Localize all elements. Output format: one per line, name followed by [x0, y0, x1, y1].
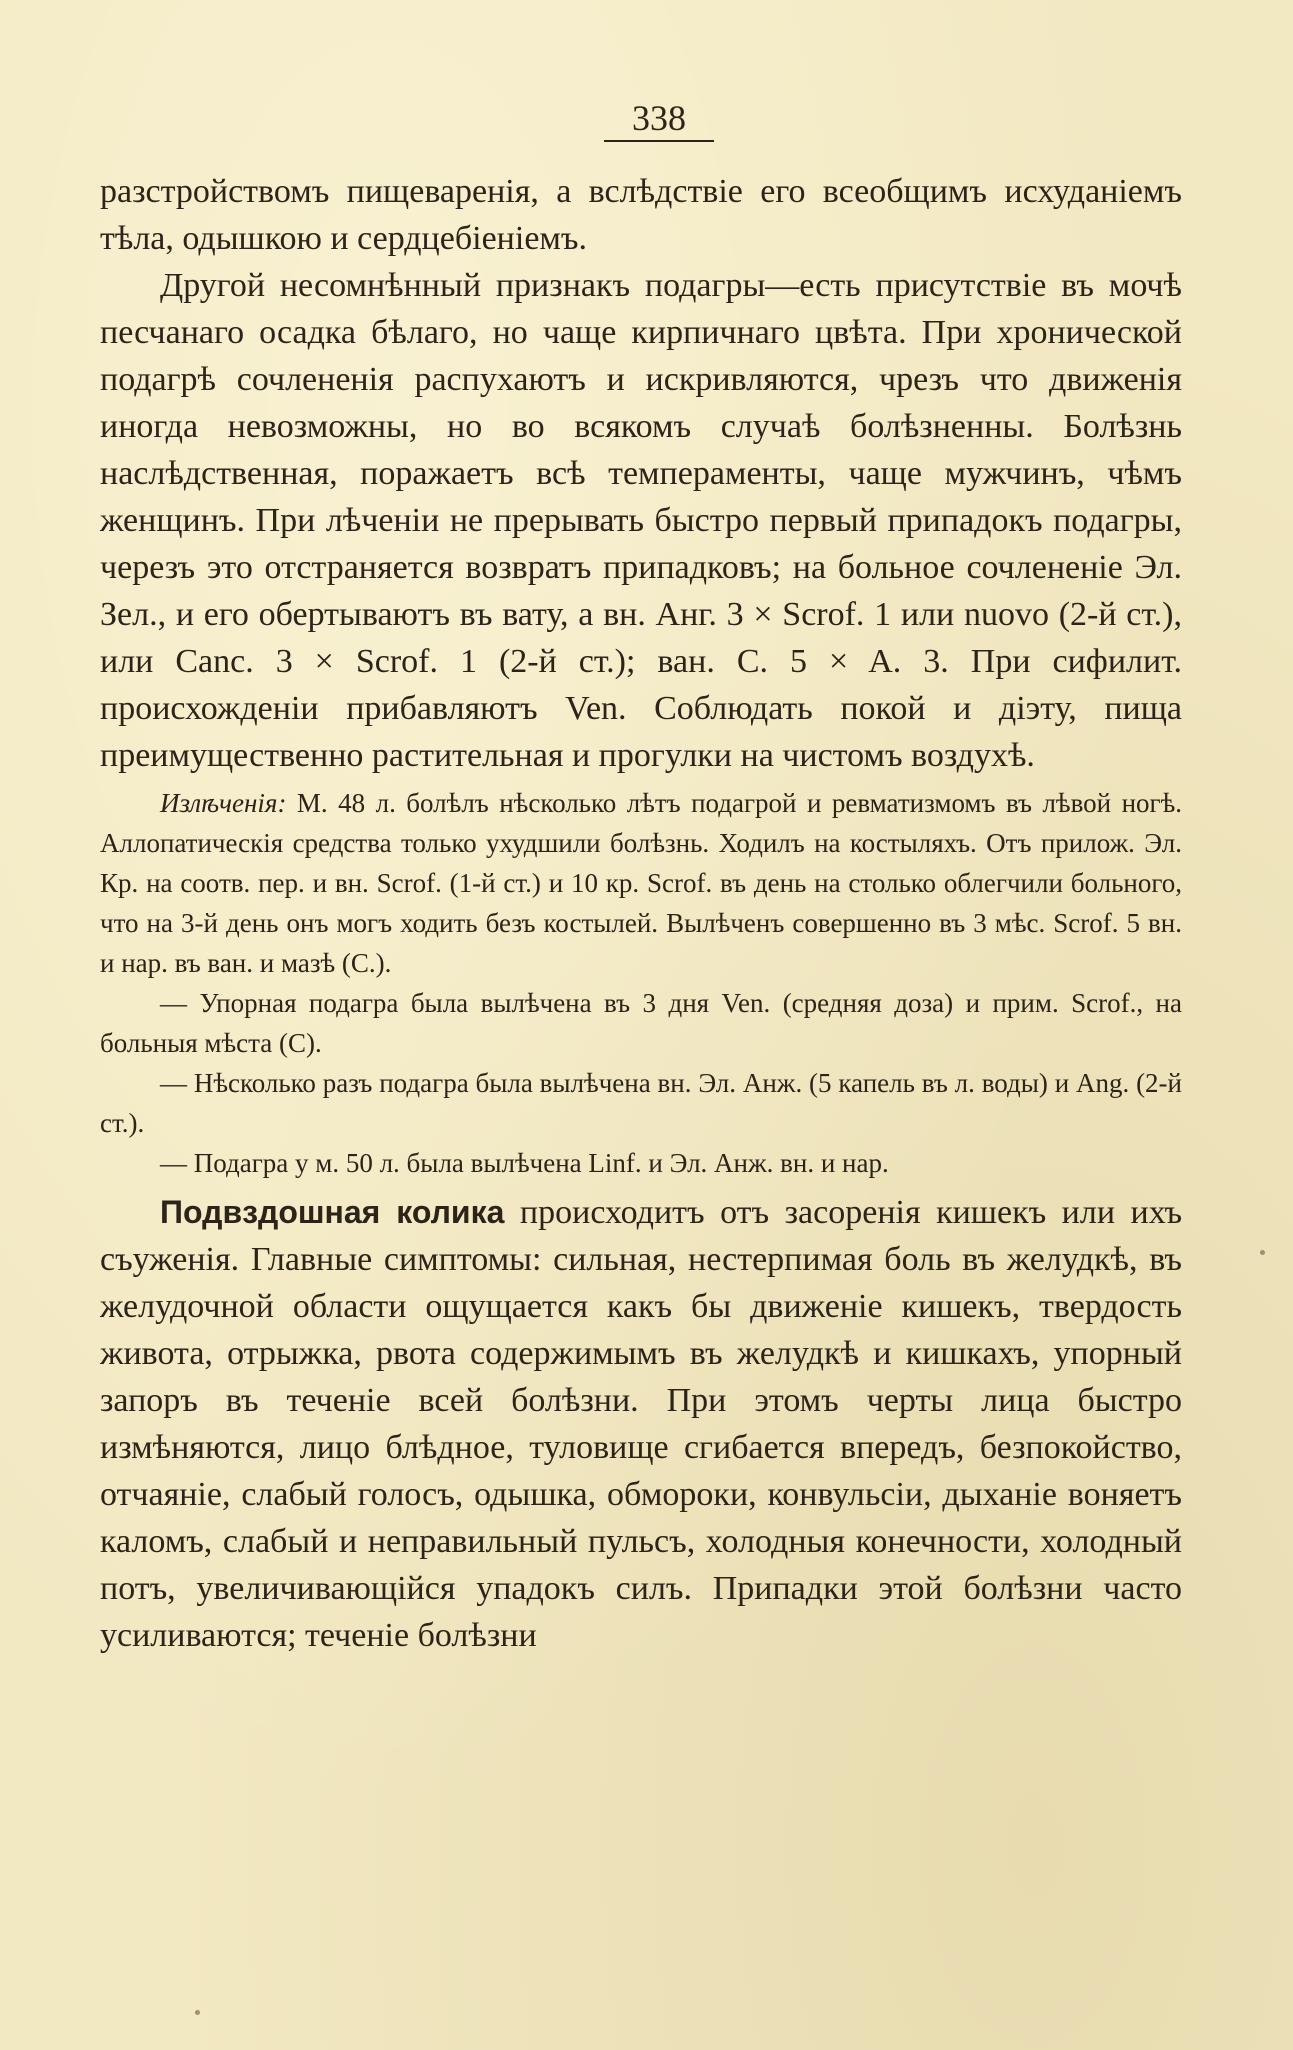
- case-text: М. 48 л. болѣлъ нѣсколько лѣтъ подагрой и ревматизмомъ въ лѣвой ногѣ. Аллопатическія средства только ухудшили болѣзнь. Ходилъ на костыляхъ. Отъ прилож. Эл. Кр. на соотв. пер. и вн. Scrof. (1-й ст.) и 10 кр. Scrof. въ день на столько облегчили больного, что на 3-й день онъ могъ ходить безъ костылей. Вылѣченъ совершенно въ 3 мѣс. Scrof. 5 вн. и нар. въ ван. и мазѣ (С.).: [100, 788, 1182, 978]
- paper-speck: [1260, 1250, 1265, 1255]
- page-body: [100, 168, 1182, 1659]
- section-colic: [100, 1189, 1182, 1659]
- main-text: [100, 168, 1182, 779]
- paper-speck: [195, 2010, 200, 2015]
- paragraph-continuation: разстройствомъ пищеваренія, а вслѣдствіе его всеобщимъ исхуданіемъ тѣла, одышкою и сердцебіеніемъ.: [100, 173, 1182, 257]
- paragraph-gout-signs: Другой несомнѣнный признакъ подагры—есть присутствіе въ мочѣ песчанаго осадка бѣлаго, но чаще кирпичнаго цвѣта. При хронической подагрѣ сочлененія распухаютъ и искривляются, чрезъ что движенія иногда невозможны, но во всякомъ случаѣ болѣзненны. Болѣзнь наслѣдственная, поражаетъ всѣ темпераменты, чаще мужчинъ, чѣмъ женщинъ. При лѣченіи не прерывать быстро первый припадокъ подагры, черезъ это отстраняется возвратъ припадковъ; на больное сочлененіе Эл. Зел., и его обертываютъ въ вату, а вн. Анг. 3 × Scrof. 1 или nuovo (2-й ст.), или Canc. 3 × Scrof. 1 (2-й ст.); ван. C. 5 × A. 3. При сифилит. происхожденіи прибавляютъ Ven. Соблюдать покой и діэту, пища преимущественно растительная и прогулки на чистомъ воздухѣ.: [100, 267, 1182, 774]
- header-rule: [604, 140, 714, 142]
- case-item: — Нѣсколько разъ подагра была вылѣчена вн. Эл. Анж. (5 капель въ л. воды) и Ang. (2-й ст.).: [100, 1068, 1182, 1138]
- section-heading: Подвздошная колика: [160, 1194, 505, 1230]
- cases-label: Излѣченія:: [160, 788, 287, 818]
- page-number: 338: [632, 98, 686, 138]
- case-item: — Упорная подагра была вылѣчена въ 3 дня Ven. (средняя доза) и прим. Scrof., на больныя мѣста (С).: [100, 988, 1182, 1058]
- cases-block: [100, 783, 1182, 1183]
- case-item: [100, 783, 1182, 983]
- section-text: происходитъ отъ засоренія кишекъ или ихъ съуженія. Главные симптомы: сильная, нестерпимая боль въ желудкѣ, въ желудочной области ощущается какъ бы движеніе кишекъ, твердость живота, отрыжка, рвота содержимымъ въ желудкѣ и кишкахъ, упорный запоръ въ теченіе всей болѣзни. При этомъ черты лица быстро измѣняются, лицо блѣдное, туловище сгибается впередъ, безпокойство, отчаяніе, слабый голосъ, одышка, обмороки, конвульсіи, дыханіе воняетъ каломъ, слабый и неправильный пульсъ, холодныя конечности, холодный потъ, увеличивающійся упадокъ силъ. Припадки этой болѣзни часто усиливаются; теченіе болѣзни: [100, 1194, 1183, 1654]
- paragraph-colic: [100, 1189, 1182, 1659]
- case-item: — Подагра у м. 50 л. была вылѣчена Linf. и Эл. Анж. вн. и нар.: [160, 1148, 889, 1178]
